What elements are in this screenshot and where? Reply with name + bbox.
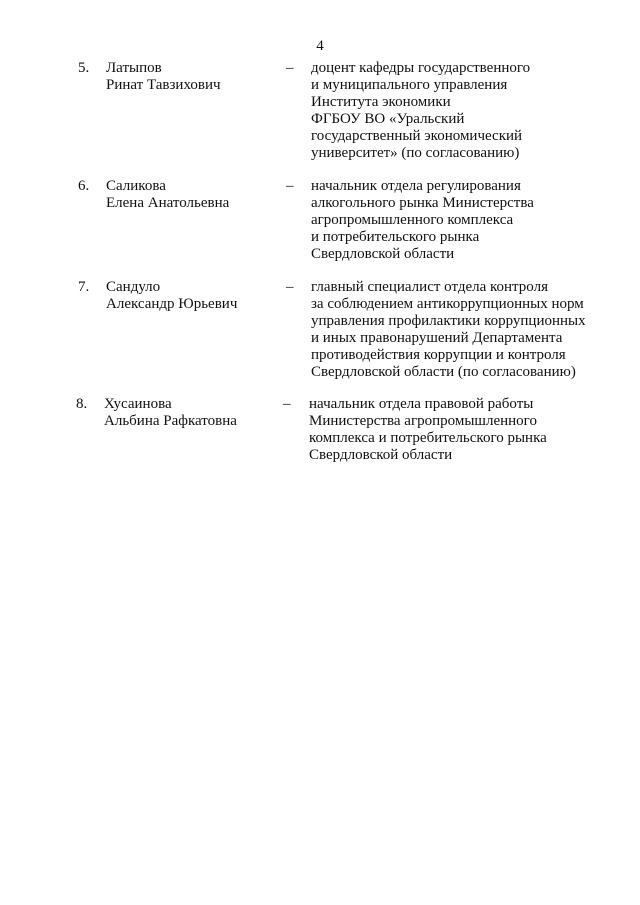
member-position	[311, 60, 611, 162]
page-number: 4	[316, 38, 324, 54]
position-line: противодействия коррупции и контроля	[311, 347, 566, 363]
member-given-names: Александр Юрьевич	[106, 296, 238, 312]
member-position	[309, 396, 609, 464]
entry-number: 7.	[78, 279, 90, 295]
position-line: государственный экономический	[311, 128, 523, 144]
entry-number: 8.	[76, 396, 88, 412]
position-line: Министерства агропромышленного	[309, 413, 537, 429]
position-line: университет» (по согласованию)	[311, 145, 520, 161]
position-line: главный специалист отдела контроля	[311, 279, 548, 295]
member-name	[106, 178, 276, 212]
member-position	[311, 279, 611, 381]
position-line: Института экономики	[311, 94, 451, 110]
member-name	[106, 60, 276, 94]
entry-dash: –	[286, 178, 294, 194]
member-surname: Сандуло	[106, 279, 161, 295]
member-given-names: Альбина Рафкатовна	[104, 413, 237, 429]
member-surname: Латыпов	[106, 60, 162, 76]
member-name	[104, 396, 274, 430]
member-surname: Саликова	[106, 178, 166, 194]
entry-dash: –	[286, 279, 294, 295]
entry-dash: –	[283, 396, 291, 412]
position-line: и потребительского рынка	[311, 229, 480, 245]
position-line: Свердловской области	[309, 447, 453, 463]
position-line: и иных правонарушений Департамента	[311, 330, 563, 346]
position-line: управления профилактики коррупционных	[311, 313, 586, 329]
member-position	[311, 178, 611, 263]
member-name	[106, 279, 276, 313]
position-line: Свердловской области	[311, 246, 455, 262]
member-surname: Хусаинова	[104, 396, 172, 412]
position-line: Свердловской области (по согласованию)	[311, 364, 576, 380]
position-line: начальник отдела правовой работы	[309, 396, 534, 412]
entry-dash: –	[286, 60, 294, 76]
position-line: доцент кафедры государственного	[311, 60, 531, 76]
position-line: за соблюдением антикоррупционных норм	[311, 296, 584, 312]
position-line: алкогольного рынка Министерства	[311, 195, 534, 211]
position-line: и муниципального управления	[311, 77, 508, 93]
position-line: начальник отдела регулирования	[311, 178, 521, 194]
entry-number: 6.	[78, 178, 90, 194]
member-given-names: Елена Анатольевна	[106, 195, 230, 211]
entry-number: 5.	[78, 60, 90, 76]
member-given-names: Ринат Тавзихович	[106, 77, 221, 93]
position-line: ФГБОУ ВО «Уральский	[311, 111, 465, 127]
position-line: комплекса и потребительского рынка	[309, 430, 547, 446]
position-line: агропромышленного комплекса	[311, 212, 514, 228]
